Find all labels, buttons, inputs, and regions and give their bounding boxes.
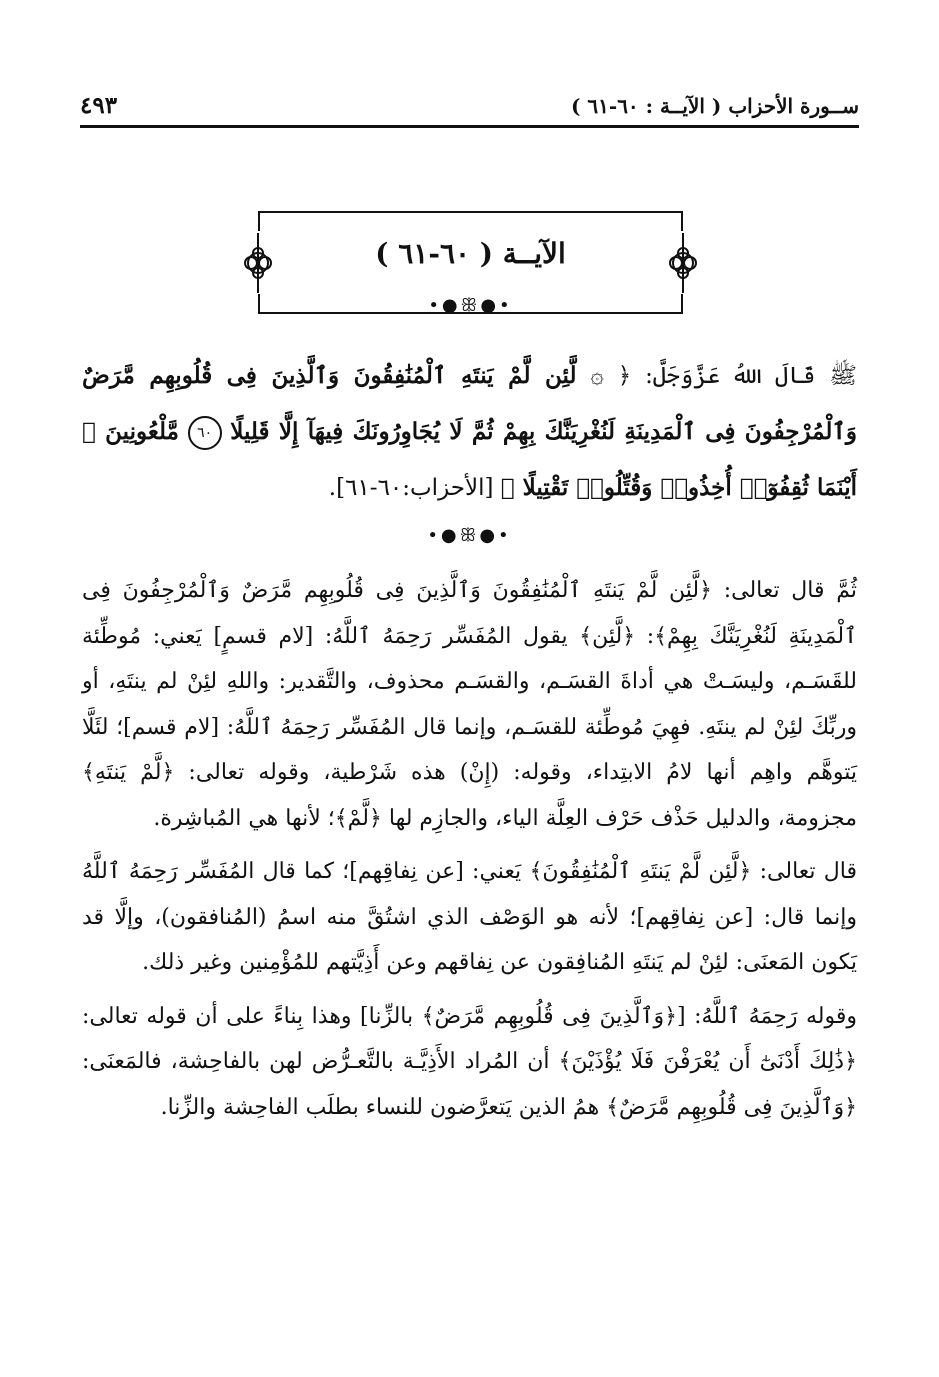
header-rule (80, 125, 859, 128)
verse-heading-box (258, 211, 683, 314)
ayah-number-60: ٦٠ (188, 416, 222, 450)
page-number: ٤٩٣ (80, 92, 118, 119)
knot-ornament-icon (665, 233, 701, 293)
quran-reference: [الأحزاب:٦٠-٦١]. (328, 475, 494, 501)
commentary (82, 568, 857, 1138)
quran-passage (82, 348, 857, 516)
commentary-paragraph: قال تعالى: ﴿لَّئِن لَّمْ يَنتَهِ ٱلْمُنَٰفِقُونَ﴾ يَعني: [عن نِفاقِهم]؛ كما قال المُفَسِّر رَحِمَهُ ٱللَّهُ وإنما قال: [عن نِفاقِهم]؛ لأنه هو الوَصْف الذي اشتُقَّ منه اسمُ (المُنافقون)، وإلَّا قد يَكون المَعنَى: لئِنْ لم يَنتَهِ المُنافِقون عن نِفاقهم وعن أَذِيَّتهم للمُؤْمِنين وغير ذلك. (82, 859, 857, 975)
running-header (80, 90, 859, 130)
box-ornament: •●ꕥ●• (428, 295, 513, 316)
header-title: ســورة الأحزاب ( الآيــة : ٦٠-٦١ ) (570, 94, 859, 118)
commentary-paragraph: ثُمَّ قال تعالى: ﴿لَّئِن لَّمْ يَنتَهِ ٱلْمُنَٰفِقُونَ وَٱلَّذِينَ فِى قُلُوبِهِم مَّرَضٌ وَٱلْمُرْجِفُونَ فِى ٱلْمَدِينَةِ لَنُغْرِيَنَّكَ بِهِمْ﴾: ﴿لَّئِن﴾ يقول المُفَسِّر رَحِمَهُ ٱللَّهُ: [لام قسمٍ] يَعني: مُوطِّئة للقَسَـم، وليسَـتْ هي أداةَ القسَـم، والقسَـم محذوف، والتَّقدير: واللهِ لئِنْ لم ينتَهِ، أو وربِّكَ لئِنْ لم ينتَهِ. فهِيَ مُوطِّئة للقسَـم، وإنما قال المُفَسِّر رَحِمَهُ ٱللَّهُ: [لام قسم]؛ لئَلَّا يَتوهَّم واهِم أنها لامُ الابتِداء، وقوله: (إِنْ) هذه شَرْطية، وقوله تعالى: ﴿لَّمْ يَنتَهِ﴾ مجزومة، والدليل حَذْف حَرْف العِلَّة الياء، والجازِم لها ﴿لَّمْ﴾؛ لأنها هي المُباشِرة. (82, 578, 857, 831)
frame-top (258, 211, 683, 231)
quran-verse-text: لَّئِن لَّمْ يَنتَهِ ٱلْمُنَٰفِقُونَ وَٱلَّذِينَ فِى قُلُوبِهِم مَّرَضٌ وَٱلْمُرْجِفُونَ فِى ٱلْمَدِينَةِ لَنُغْرِيَنَّكَ بِهِمْ ثُمَّ لَا يُجَاوِرُونَكَ فِيهَآ إِلَّا قَلِيلًا (82, 362, 858, 445)
quran-intro: ﷺ قَالَ اللهُ عَزَّوَجَلَّ: ﴿ ۞ (590, 363, 857, 389)
commentary-paragraph: وقوله رَحِمَهُ ٱللَّهُ: [﴿وَٱلَّذِينَ فِى قُلُوبِهِم مَّرَضٌ﴾ بالزِّنا] وهذا بِناءً على أن قوله تعالى: ﴿ذَٰلِكَ أَدْنَىٰٓ أَن يُعْرَفْنَ فَلَا يُؤْذَيْنَ﴾ أن المُراد الأَذِيَّـة بالتَّعـرُّض لهن بالفاحِشة، فالمَعنَى: ﴿وَٱلَّذِينَ فِى قُلُوبِهِم مَّرَضٌ﴾ همُ الذين يَتعرَّضون للنساء بطلَب الفاحِشة والزِّنا. (82, 1003, 857, 1120)
knot-ornament-icon (240, 233, 276, 293)
section-divider: •●ꕥ●• (427, 525, 512, 546)
verse-title: الآيــة ( ٦٠-٦١ ) (375, 237, 566, 270)
quran-verse-text-2: مَّلْعُونِينَ ۖ أَيْنَمَا ثُقِفُوٓا۟ أُخِذُوا۟ وَقُتِّلُوا۟ تَقْتِيلًا ﴾ (82, 418, 857, 501)
